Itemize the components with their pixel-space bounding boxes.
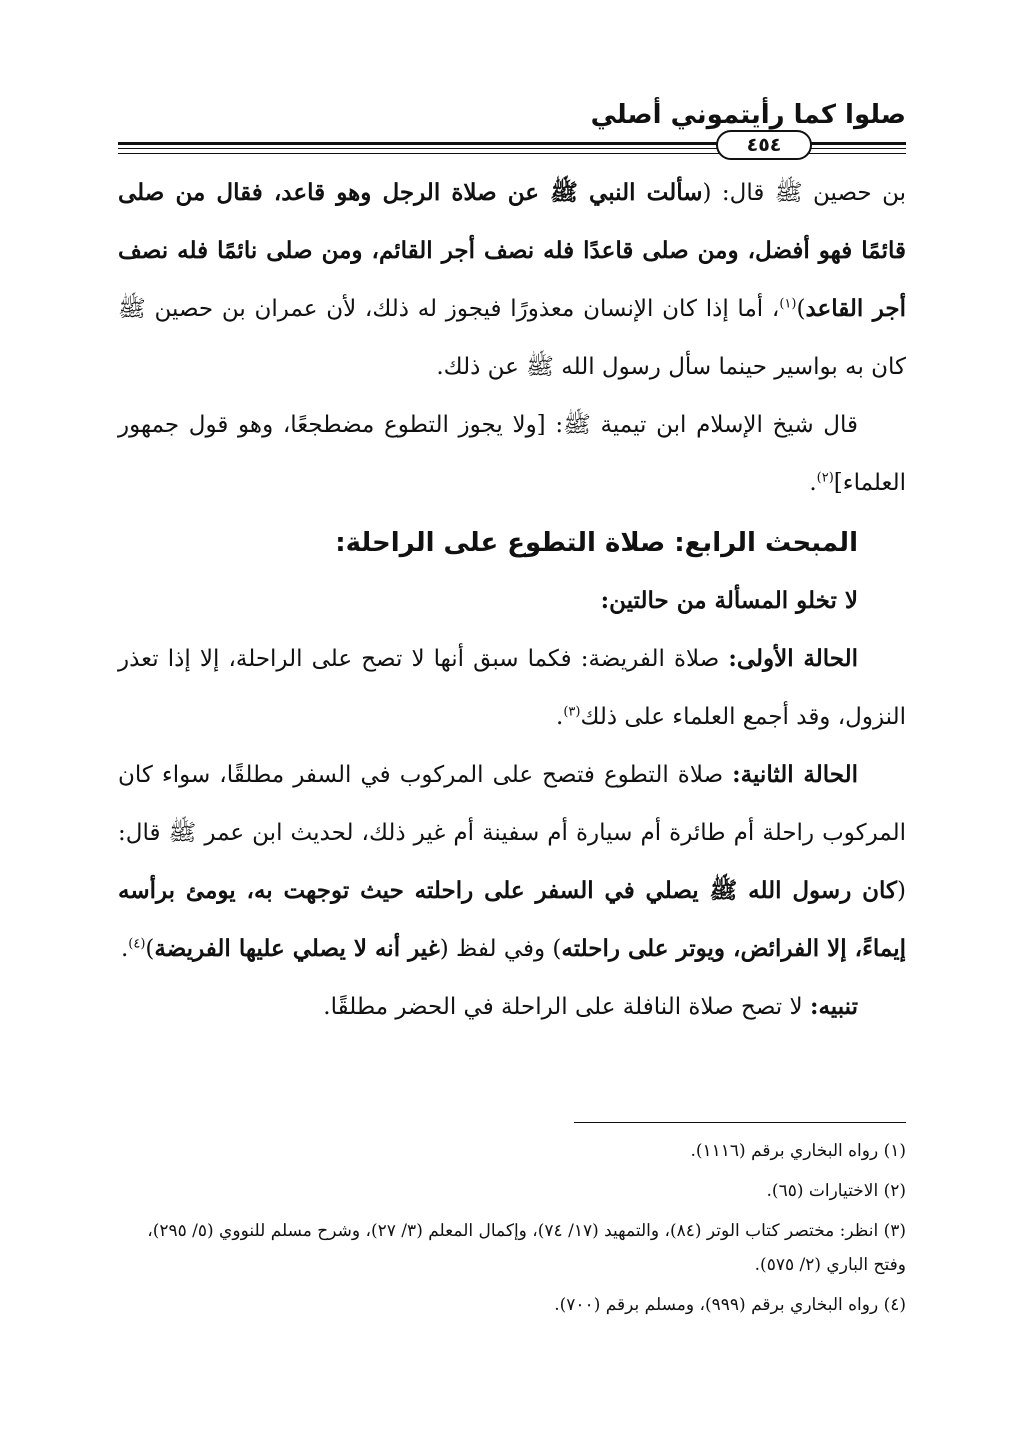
paragraph-ibn-taymiyyah bbox=[118, 396, 906, 512]
paragraph-case-1 bbox=[118, 630, 906, 746]
paragraph-hadith-imran bbox=[118, 164, 906, 396]
body-text bbox=[118, 164, 906, 1036]
closing-paren: ) bbox=[796, 296, 806, 322]
footnote-3: (٣) انظر: مختصر كتاب الوتر (٨٤)، والتمهيد (١٧/ ٧٤)، وإكمال المعلم (٣/ ٢٧)، وشرح مسلم للنووي (٥/ ٢٩٥)، وفتح الباري (٢/ ٥٧٥). bbox=[147, 1221, 906, 1275]
paragraph-end: . bbox=[556, 704, 564, 730]
case-1-label: الحالة الأولى: bbox=[728, 645, 858, 672]
paragraph-end: . bbox=[120, 936, 129, 962]
sub-heading: لا تخلو المسألة من حالتين: bbox=[600, 587, 858, 614]
footnotes bbox=[118, 1134, 906, 1328]
paragraph-text: ، أما إذا كان الإنسان معذورًا فيجوز له ذلك، لأن عمران بن حصين ﷺ كان به بواسير حينما سأل رسول الله ﷺ عن ذلك. bbox=[118, 296, 906, 380]
hadith-quote: كان رسول الله ﷺ يصلي في السفر على راحلته حيث توجهت به، يومئ برأسه إيماءً، إلا الفرائض، ويوتر على راحلته bbox=[118, 877, 906, 962]
footnote-ref-1[interactable]: (١) bbox=[779, 296, 797, 312]
running-title: صلوا كما رأيتموني أصلي bbox=[590, 100, 906, 130]
paragraph-text: صلاة الفريضة: فكما سبق أنها لا تصح على الراحلة، إلا إذا تعذر النزول، وقد أجمع العلماء على ذلك bbox=[118, 646, 906, 730]
hadith-quote: سألت النبي ﷺ عن صلاة الرجل وهو قاعد، فقال من صلى قائمًا فهو أفضل، ومن صلى قاعدًا فله نصف أجر القائم، ومن صلى نائمًا فله نصف أجر القاعد bbox=[118, 179, 906, 322]
footnote-ref-3[interactable]: (٣) bbox=[563, 704, 581, 720]
hadith-quote: غير أنه لا يصلي عليها الفريضة bbox=[154, 935, 440, 962]
case-2-label: الحالة الثانية: bbox=[732, 761, 858, 788]
paragraph-text: صلاة التطوع فتصح على المركوب في السفر مطلقًا، سواء كان المركوب راحلة أم طائرة أم سيارة أم سفينة أم غير ذلك، لحديث ابن عمر ﷺ قال: ( bbox=[118, 762, 906, 904]
footnote-ref-2[interactable]: (٢) bbox=[816, 470, 834, 486]
paragraph-case-2 bbox=[118, 746, 906, 978]
footnote-2: (٢) الاختيارات (٦٥). bbox=[766, 1181, 906, 1201]
footnote-1: (١) رواه البخاري برقم (١١١٦). bbox=[690, 1141, 906, 1161]
closing-paren: ) bbox=[145, 936, 155, 962]
note-label: تنبيه: bbox=[809, 993, 858, 1020]
paragraph-text: ) وفي لفظ ( bbox=[439, 936, 562, 962]
paragraph-text: بن حصين ﷺ قال: ( bbox=[702, 180, 906, 206]
paragraph-note bbox=[118, 978, 906, 1036]
paragraph-text: لا تصح صلاة النافلة على الراحلة في الحضر مطلقًا. bbox=[323, 994, 810, 1020]
footnote-separator bbox=[574, 1122, 906, 1123]
paragraph-end: . bbox=[809, 470, 817, 496]
section-heading: المبحث الرابع: صلاة التطوع على الراحلة: bbox=[335, 528, 858, 558]
page-number-badge: ٤٥٤ bbox=[716, 130, 812, 160]
footnote-ref-4[interactable]: (٤) bbox=[128, 936, 146, 952]
footnote-4: (٤) رواه البخاري برقم (٩٩٩)، ومسلم برقم (٧٠٠). bbox=[554, 1295, 906, 1315]
paragraph-text: قال شيخ الإسلام ابن تيمية ﷺ: [ولا يجوز التطوع مضطجعًا، وهو قول جمهور العلماء] bbox=[118, 412, 906, 496]
